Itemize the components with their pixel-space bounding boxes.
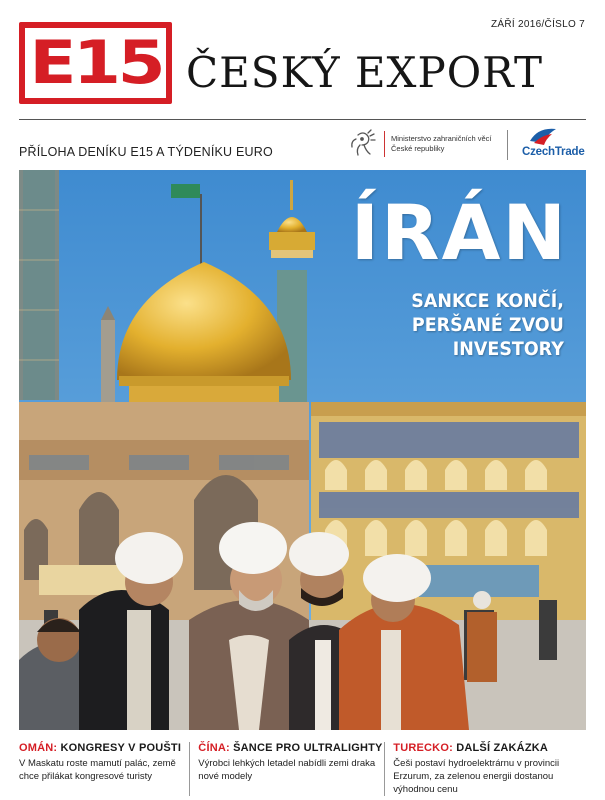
teaser-turkey (384, 742, 586, 796)
teaser-body: Výrobci lehkých letadel nabídli zemi draka nové modely (198, 758, 376, 782)
czechtrade-text: CzechTrade (522, 146, 585, 158)
masthead-divider (19, 119, 586, 120)
cover-photo (19, 170, 586, 730)
ministry-line2: České republiky (391, 144, 445, 153)
teaser-oman (19, 742, 189, 796)
magazine-title: ČESKÝ EXPORT (186, 48, 544, 97)
teaser-strip (19, 742, 586, 796)
czechtrade-flag-icon (526, 125, 560, 147)
partner-separator (507, 130, 508, 160)
subhead-line: SANKCE KONČÍ, (411, 290, 564, 312)
subhead-line: INVESTORY (452, 338, 564, 360)
teaser-title: DALŠÍ ZAKÁZKA (452, 742, 549, 754)
cover-headline: ÍRÁN (350, 188, 568, 277)
issue-info: ZÁŘÍ 2016/ČÍSLO 7 (490, 19, 585, 30)
czech-lion-icon (346, 127, 380, 161)
cover-subhead (411, 289, 564, 361)
teaser-china (189, 742, 384, 796)
teaser-title: KONGRESY V POUŠTI (57, 742, 182, 754)
teaser-title: ŠANCE PRO ULTRALIGHTY (229, 742, 383, 754)
teaser-region: OMÁN: (19, 742, 58, 754)
e15-logo (19, 22, 172, 104)
teaser-region: TURECKO: (393, 742, 453, 754)
czechtrade-logo (516, 125, 591, 165)
teaser-body: Češi postaví hydroelektrárnu v provincii Erzurum, za zelenou energii dostanou výhodnou cenu (393, 758, 560, 795)
teaser-region: ČÍNA: (198, 742, 230, 754)
teaser-body: V Maskatu roste mamutí palác, země chce přilákat kongresové turisty (19, 758, 176, 782)
ministry-line1: Ministerstvo zahraničních věcí (391, 134, 492, 143)
supplement-note: PŘÍLOHA DENÍKU E15 A TÝDENÍKU EURO (19, 145, 273, 159)
logo-text: E15 (29, 28, 162, 98)
subhead-line: PERŠANÉ ZVOU (412, 314, 564, 336)
ministry-logo (346, 125, 496, 165)
